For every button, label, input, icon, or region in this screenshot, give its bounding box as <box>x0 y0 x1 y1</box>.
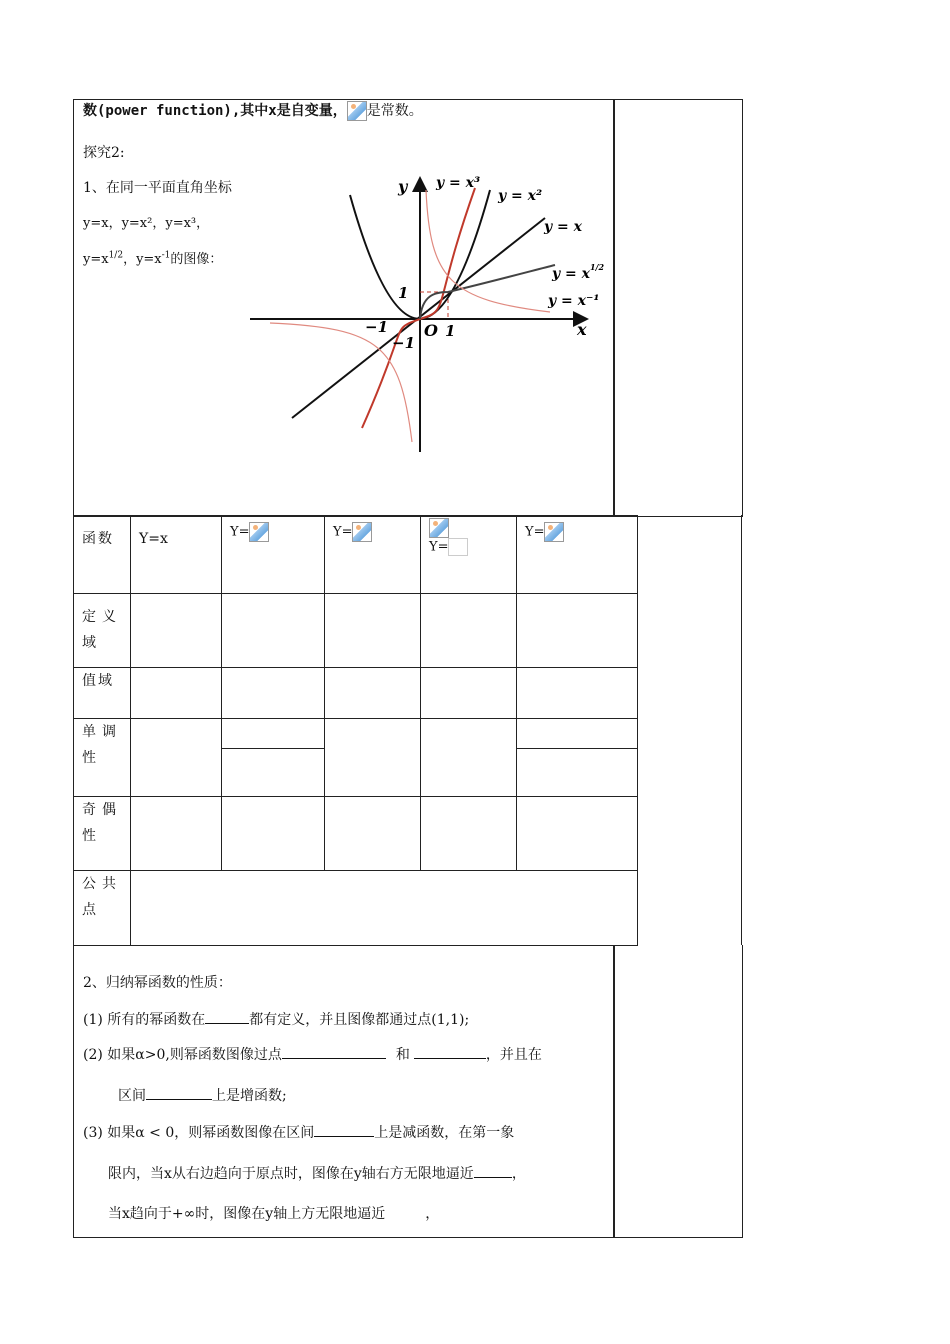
label-y-axis: y <box>398 177 408 196</box>
table-row <box>74 594 638 668</box>
property-1-a: (1) 所有的幂函数在 <box>83 1012 206 1028</box>
row-label <box>74 668 131 719</box>
property-3-cont2 <box>108 1203 439 1223</box>
image-placeholder-icon <box>544 522 564 542</box>
property-3-b: 上是减函数，在第一象 <box>374 1125 515 1141</box>
header-col2-label: Y= <box>230 524 250 540</box>
image-placeholder-icon <box>352 522 372 542</box>
label-y-sqrt-exp: 1/2 <box>589 262 605 272</box>
table-cell[interactable] <box>421 719 517 797</box>
table-cell[interactable] <box>131 719 222 797</box>
property-2-a: (2) 如果α>0,则幂函数图像过点 <box>83 1047 282 1063</box>
property-2-b: 和 <box>395 1047 410 1063</box>
table-row <box>74 797 638 871</box>
header-col3-label: Y= <box>333 524 353 540</box>
func-inv-exp: -1 <box>161 250 171 261</box>
intro-suffix: 是常数。 <box>366 103 423 119</box>
table-cell[interactable] <box>131 871 638 946</box>
header-first <box>74 516 131 594</box>
intro-prefix: 数(power function),其中x是自变量， <box>83 103 347 119</box>
table-header-row <box>74 516 638 594</box>
row-label-text: 定义域 <box>82 609 122 651</box>
table-cell[interactable] <box>222 594 325 668</box>
table-cell[interactable] <box>131 797 222 871</box>
label-one-y: 1 <box>398 284 409 302</box>
blank-2b[interactable] <box>414 1044 486 1059</box>
image-placeholder-icon <box>429 518 449 538</box>
header-col4 <box>421 516 517 594</box>
power-function-graph <box>250 170 605 455</box>
row-label <box>74 594 131 668</box>
properties-title: 2、归纳幂函数的性质： <box>83 975 232 991</box>
func-inv: ，y=x <box>123 252 162 267</box>
curve-y-sqrt <box>420 265 555 319</box>
label-y-inv: y = x⁻¹ <box>548 293 600 309</box>
table-cell[interactable] <box>131 594 222 668</box>
table-cell[interactable] <box>325 797 421 871</box>
image-placeholder-icon <box>249 522 269 542</box>
header-first-label: 函数 <box>82 531 114 547</box>
image-placeholder-icon <box>347 101 367 121</box>
funcs-line2 <box>83 248 222 267</box>
row-label-text: 奇偶性 <box>82 802 122 844</box>
property-2 <box>83 1044 542 1064</box>
property-3-f: ， <box>425 1206 440 1222</box>
blank-3a[interactable] <box>314 1122 374 1137</box>
property-2-d: 区间 <box>118 1088 146 1104</box>
row-label-text: 单调性 <box>82 724 122 766</box>
table-cell[interactable] <box>421 668 517 719</box>
label-x-axis: x <box>577 320 587 339</box>
explore-title: 探究2: <box>83 145 125 161</box>
blank-2c[interactable] <box>146 1085 212 1100</box>
right-column-top <box>613 99 743 517</box>
property-3-c: 限内，当x从右边趋向于原点时，图像在y轴右方无限地逼近 <box>108 1166 474 1182</box>
table-cell[interactable] <box>222 668 325 719</box>
func-graph-label: 的图像： <box>170 252 223 267</box>
property-3-a: (3) 如果α < 0，则幂函数图像在区间 <box>83 1125 315 1141</box>
blank-1[interactable] <box>205 1009 249 1024</box>
properties-table <box>73 515 638 946</box>
table-cell[interactable] <box>131 668 222 719</box>
task1-text: 1、在同一平面直角坐标 <box>83 180 232 196</box>
table-row <box>74 668 638 719</box>
blank-image-box <box>448 538 468 556</box>
curve-y-inv-pos <box>426 190 550 312</box>
table-row <box>74 871 638 946</box>
property-3-d: ， <box>511 1166 526 1182</box>
header-col5-label: Y= <box>525 524 545 540</box>
row-label <box>74 871 131 946</box>
property-3-e: 当x趋向于+∞时，图像在y轴上方无限地逼近 <box>108 1206 386 1222</box>
header-col1 <box>131 516 222 594</box>
label-y-sqrt-base: y = x <box>552 266 590 282</box>
header-col4-label: Y= <box>429 539 449 555</box>
blank-2a[interactable] <box>282 1044 386 1059</box>
right-column-bottom <box>613 945 743 1238</box>
property-2-c: ，并且在 <box>485 1047 542 1063</box>
header-col1-label: Y=x <box>139 531 168 547</box>
property-2-e: 上是增函数; <box>212 1088 287 1104</box>
property-2-cont <box>118 1085 287 1105</box>
row-label <box>74 797 131 871</box>
property-3-cont1 <box>108 1163 526 1183</box>
label-y-x: y = x <box>544 219 582 235</box>
label-neg-one-x: −1 <box>365 318 389 336</box>
table-cell-split[interactable] <box>222 719 325 797</box>
label-neg-one-y: −1 <box>392 334 416 352</box>
table-cell[interactable] <box>421 797 517 871</box>
property-1 <box>83 1009 469 1029</box>
table-cell[interactable] <box>325 594 421 668</box>
label-origin: O <box>424 321 438 340</box>
row-label-text: 值域 <box>82 673 114 689</box>
table-cell[interactable] <box>421 594 517 668</box>
property-3 <box>83 1122 514 1142</box>
table-cell[interactable] <box>222 797 325 871</box>
table-cell[interactable] <box>325 668 421 719</box>
property-1-b: 都有定义，并且图像都通过点(1,1); <box>249 1012 470 1028</box>
label-y-sqrt <box>551 262 604 282</box>
right-column-mid <box>613 515 742 945</box>
label-one-x: 1 <box>445 322 456 340</box>
funcs-line1: y=x，y=x²，y=x³， <box>83 216 210 231</box>
intro-line <box>83 100 423 121</box>
blank-3b[interactable] <box>474 1163 512 1178</box>
label-y-x2: y = x² <box>498 188 543 204</box>
header-col3 <box>325 516 421 594</box>
row-label <box>74 719 131 797</box>
func-sqrt: y=x <box>83 252 109 267</box>
table-cell[interactable] <box>325 719 421 797</box>
table-row <box>74 719 638 797</box>
label-y-x3: y = x³ <box>436 175 481 191</box>
curve-y-x3 <box>362 188 475 428</box>
header-col2 <box>222 516 325 594</box>
row-label-text: 公共点 <box>82 876 122 918</box>
func-sqrt-exp: 1/2 <box>108 250 124 261</box>
